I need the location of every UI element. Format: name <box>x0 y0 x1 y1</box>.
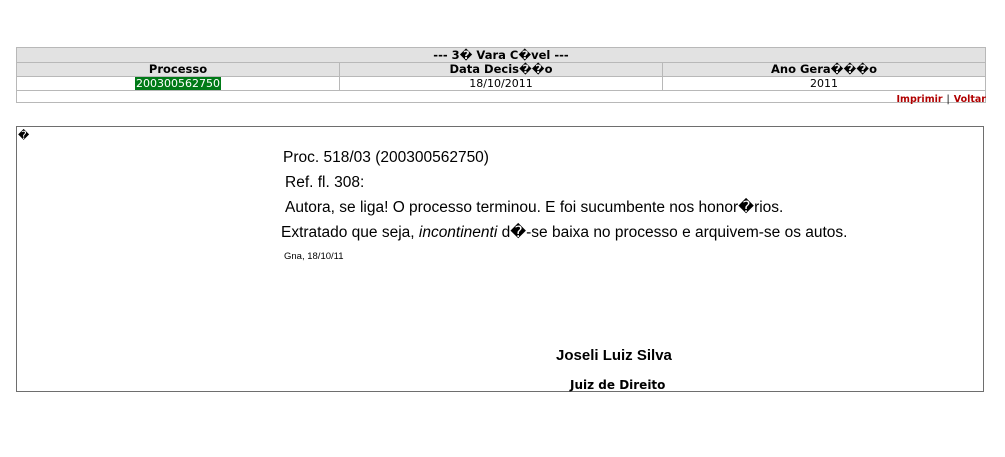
decision-text-post: d�-se baixa no processo e arquivem-se os autos. <box>497 224 848 241</box>
process-number: 200300562750 <box>136 77 220 90</box>
print-link[interactable]: Imprimir <box>896 94 943 105</box>
cell-data-decisao: 18/10/2011 <box>340 77 663 91</box>
signer-name: Joseli Luiz Silva <box>556 347 672 364</box>
cell-ano-geracao: 2011 <box>663 77 986 91</box>
decision-text-line-1: Autora, se liga! O processo terminou. E foi sucumbente nos honor�rios. <box>285 199 784 216</box>
header-spacer-row <box>17 91 986 103</box>
encoding-marker: � <box>18 129 30 142</box>
decision-text-pre: Extratado que seja, <box>281 224 419 241</box>
back-link[interactable]: Voltar <box>953 94 986 105</box>
decision-text-line-2 <box>281 223 847 242</box>
process-reference: Proc. 518/03 (200300562750) <box>283 149 489 166</box>
decision-document <box>16 126 984 392</box>
page-reference: Ref. fl. 308: <box>285 174 365 191</box>
decision-text-italic: incontinenti <box>418 224 498 241</box>
signer-role: Juiz de Direito <box>570 378 666 392</box>
link-separator: | <box>946 94 950 105</box>
column-header-data-decisao: Data Decis��o <box>340 63 663 77</box>
action-links <box>897 94 986 105</box>
column-header-ano-geracao: Ano Gera���o <box>663 63 986 77</box>
column-header-processo: Processo <box>17 63 340 77</box>
court-title: --- 3� Vara C�vel --- <box>17 48 986 63</box>
date-place: Gna, 18/10/11 <box>284 251 344 262</box>
process-header-table <box>16 47 986 103</box>
cell-processo <box>17 77 340 91</box>
